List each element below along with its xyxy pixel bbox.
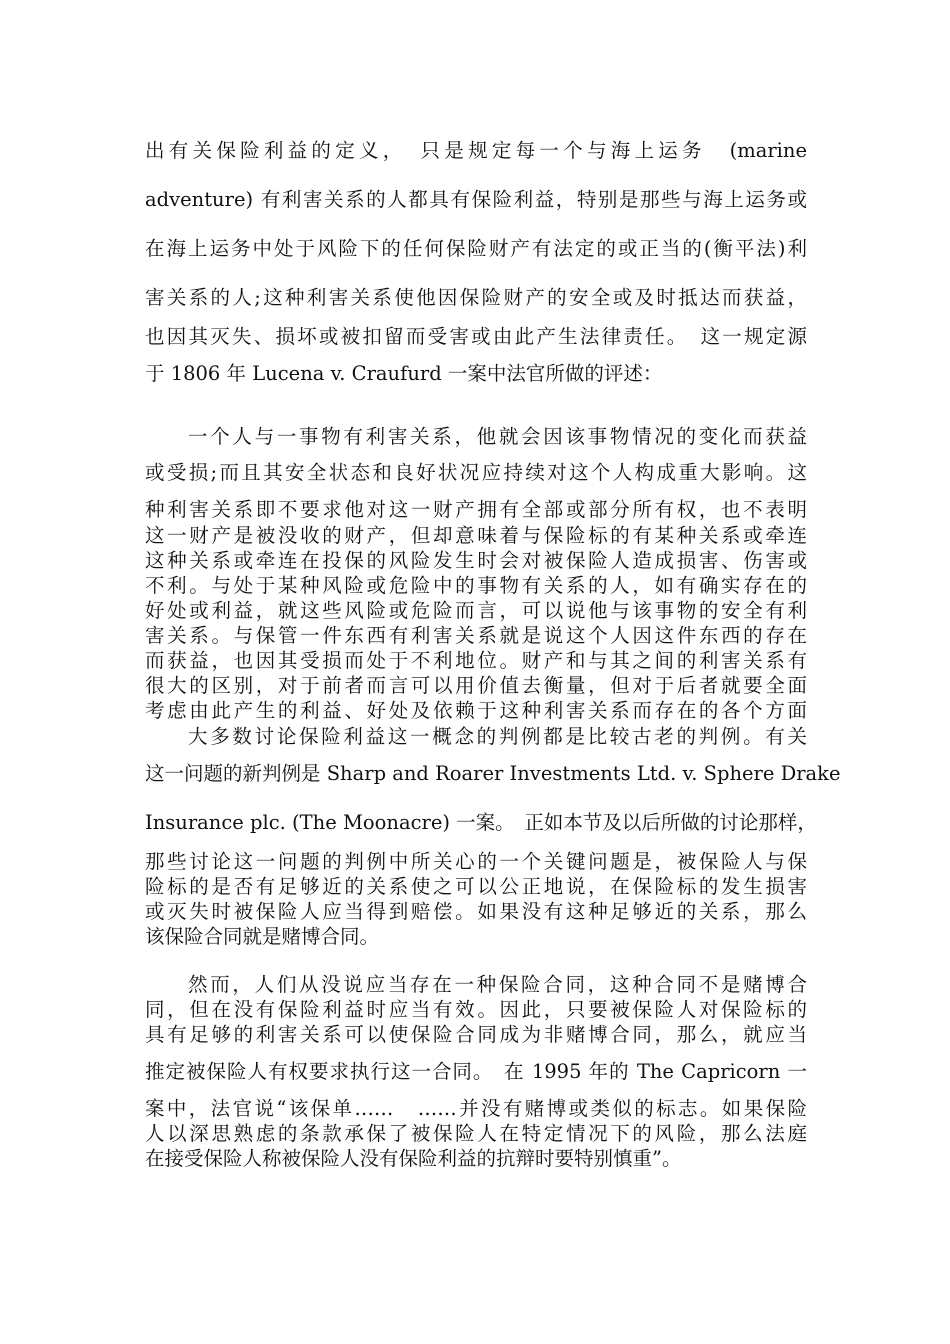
text-line: 或受损;而且其安全状态和良好状况应持续对这个人构成重大影响。这 [145,461,807,484]
text-line: 这一问题的新判例是 Sharp and Roarer Investments Ltd. v. Sphere Drake [145,762,841,785]
text-line: 在海上运务中处于风险下的任何保险财产有法定的或正当的(衡平法)利 [145,237,807,260]
text-line: 具有足够的利害关系可以使保险合同成为非赌博合同，那么，就应当 [145,1023,807,1046]
text-line: 害关系。与保管一件东西有利害关系就是说这个人因这件东西的存在 [145,624,807,647]
text-line: 一个人与一事物有利害关系，他就会因该事物情况的变化而获益 [188,425,807,448]
text-line: 然而，人们从没说应当存在一种保险合同，这种合同不是赌博合 [188,973,807,996]
text-line: 很大的区别，对于前者而言可以用价值去衡量，但对于后者就要全面 [145,674,807,697]
text-line: 同，但在没有保险利益时应当有效。因此，只要被保险人对保险标的 [145,998,807,1021]
text-line: Insurance plc. (The Moonacre) 一案。 正如本节及以后所做的讨论那样， [145,811,817,834]
text-line: 不利。与处于某种风险或危险中的事物有关系的人，如有确实存在的 [145,574,807,597]
text-line: 害关系的人;这种利害关系使他因保险财产的安全或及时抵达而获益， [145,286,807,309]
text-line: 险标的是否有足够近的关系使之可以公正地说，在保险标的发生损害 [145,875,807,898]
text-line: 而获益，也因其受损而处于不利地位。财产和与其之间的利害关系有 [145,649,807,672]
text-line: 考虑由此产生的利益、好处及依赖于这种利害关系而存在的各个方面 [145,699,807,722]
text-line: 好处或利益，就这些风险或危险而言，可以说他与该事物的安全有利 [145,599,807,622]
text-line: 这种关系或牵连在投保的风险发生时会对被保险人造成损害、伤害或 [145,549,807,572]
text-line: 案中，法官说“该保单…… ……并没有赌博或类似的标志。如果保险 [145,1097,807,1120]
text-line: 大多数讨论保险利益这一概念的判例都是比较古老的判例。有关 [188,725,807,748]
text-line: 推定被保险人有权要求执行这一合同。 在 1995 年的 The Capricorn 一 [145,1060,807,1083]
text-line: 种利害关系即不要求他对这一财产拥有全部或部分所有权，也不表明 [145,498,807,521]
text-line: 出有关保险利益的定义， 只是规定每一个与海上运务 (marine [145,139,807,162]
text-line: 于 1806 年 Lucena v. Craufurd 一案中法官所做的评述： [145,362,663,385]
text-line: 这一财产是被没收的财产，但却意味着与保险标的有某种关系或牵连 [145,524,807,547]
text-line: adventure) 有利害关系的人都具有保险利益，特别是那些与海上运务或 [145,188,807,211]
text-line: 人以深思熟虑的条款承保了被保险人在特定情况下的风险，那么法庭 [145,1122,807,1145]
text-line: 也因其灭失、损坏或被扣留而受害或由此产生法律责任。 这一规定源 [145,325,807,348]
text-line: 在接受保险人称被保险人没有保险利益的抗辩时要特别慎重”。 [145,1147,682,1170]
text-line: 或灭失时被保险人应当得到赔偿。如果没有这种足够近的关系，那么 [145,900,807,923]
text-line: 那些讨论这一问题的判例中所关心的一个关键问题是，被保险人与保 [145,850,807,873]
text-line: 该保险合同就是赌博合同。 [145,925,380,948]
